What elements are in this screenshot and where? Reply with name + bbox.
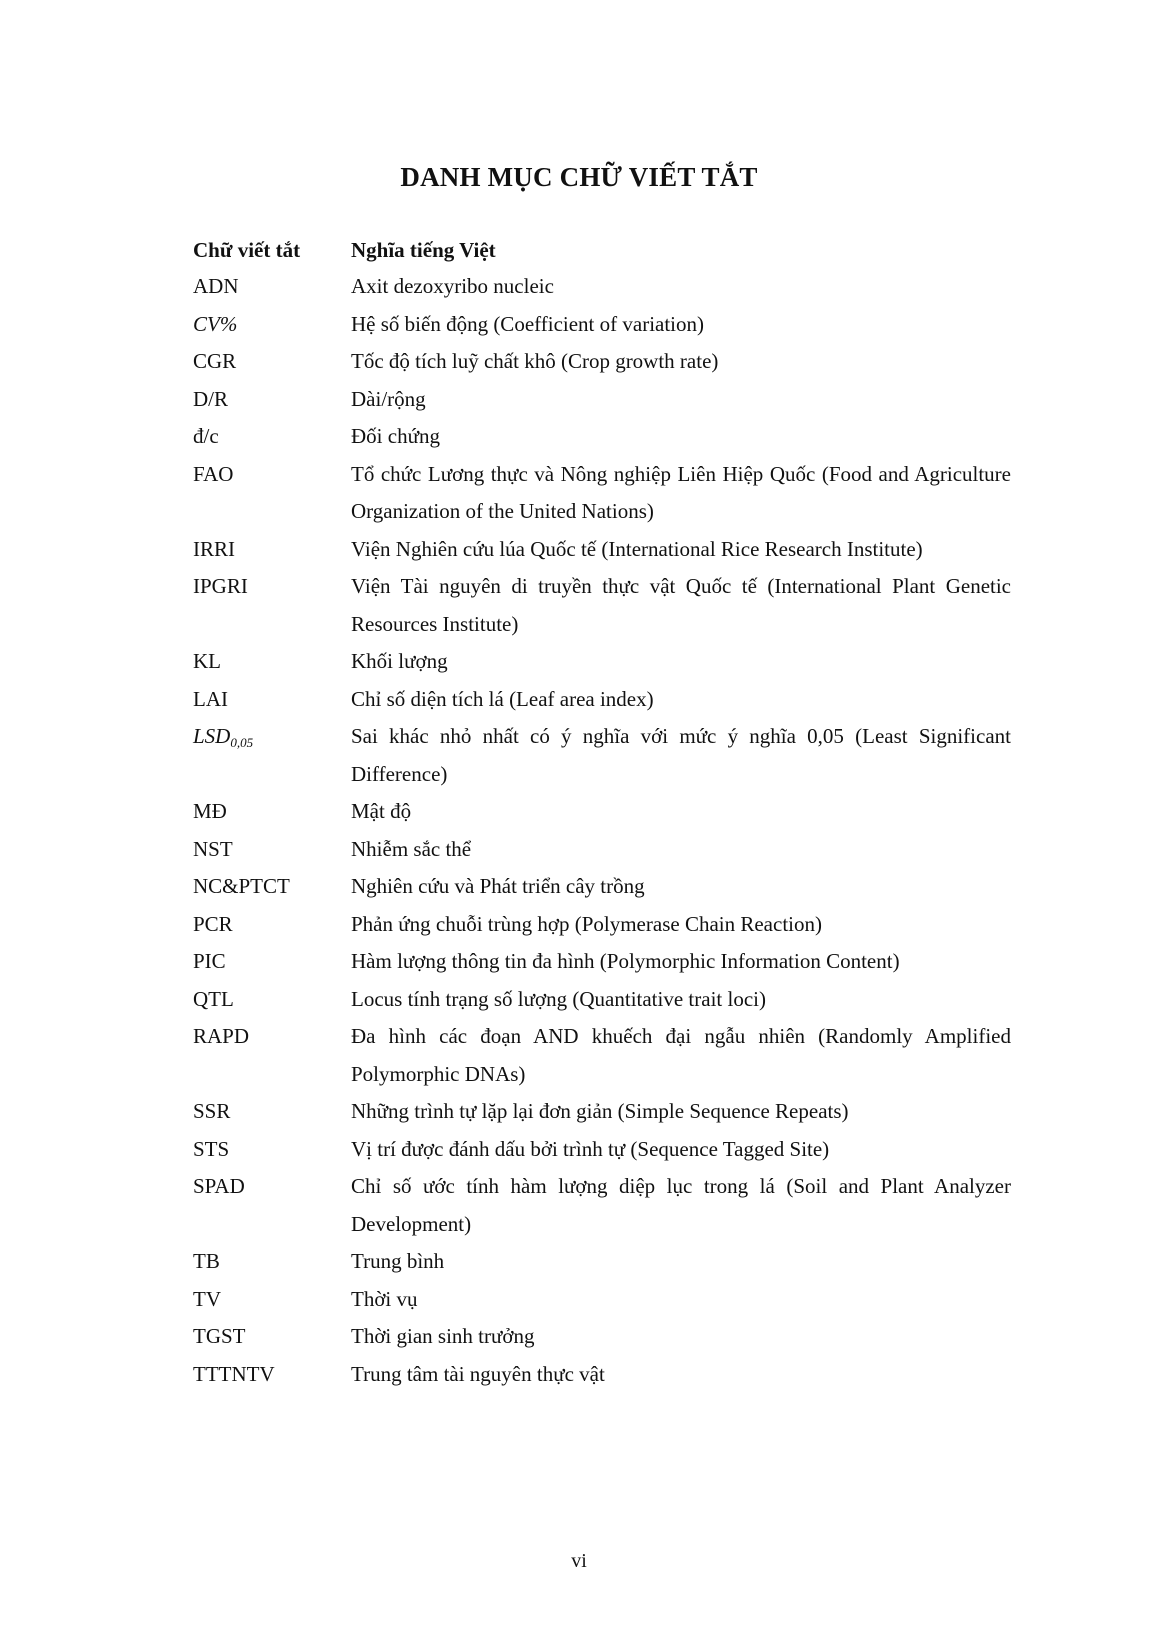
table-row [193, 681, 1011, 719]
table-row [193, 531, 1011, 569]
abbreviation-main: LSD [193, 724, 231, 748]
table-row [193, 1168, 1011, 1243]
abbreviation: NST [193, 836, 233, 861]
table-row [193, 906, 1011, 944]
abbreviation: LAI [193, 686, 228, 711]
abbreviation: IRRI [193, 536, 235, 561]
table-header-row [193, 232, 1011, 268]
page-title: DANH MỤC CHỮ VIẾT TẮT [400, 162, 758, 192]
meaning: Khối lượng [351, 649, 448, 673]
meaning: Locus tính trạng số lượng (Quantitative trait loci) [351, 986, 766, 1011]
abbreviation: ADN [193, 274, 239, 298]
table-row [193, 1093, 1011, 1131]
table-row [193, 1018, 1011, 1093]
meaning: Viện Nghiên cứu lúa Quốc tế (International Rice Research Institute) [351, 536, 923, 561]
meaning: Nhiễm sắc thể [351, 836, 472, 861]
meaning: Phản ứng chuỗi trùng hợp (Polymerase Chain Reaction) [351, 911, 822, 936]
table-row [193, 1131, 1011, 1169]
abbreviation: SPAD [193, 1174, 245, 1198]
meaning: Mật độ [351, 799, 412, 823]
abbreviation-subscript: 0,05 [230, 735, 254, 750]
abbreviation: TGST [193, 1324, 246, 1348]
table-row [193, 1243, 1011, 1281]
table-row [193, 268, 1011, 306]
meaning: Trung tâm tài nguyên thực vật [351, 1361, 605, 1386]
abbreviation: KL [193, 649, 221, 673]
abbreviation: TB [193, 1249, 220, 1273]
abbreviation: TV [193, 1286, 221, 1311]
meaning: Tốc độ tích luỹ chất khô (Crop growth rate) [351, 349, 719, 373]
meaning: Hàm lượng thông tin đa hình (Polymorphic Information Content) [351, 949, 900, 973]
column-header-abbreviation: Chữ viết tắt [193, 238, 301, 262]
meaning: Thời vụ [351, 1286, 418, 1311]
table-row [193, 343, 1011, 381]
table-row [193, 456, 1011, 531]
abbreviation: CGR [193, 349, 237, 373]
table-row [193, 568, 1011, 643]
meaning: Thời gian sinh trưởng [351, 1324, 535, 1348]
meaning: Đa hình các đoạn AND khuếch đại ngẫu nhiên (Randomly Amplified Polymorphic DNAs) [351, 1024, 1011, 1086]
abbreviation-table [193, 232, 1011, 1393]
table-row [193, 1356, 1011, 1394]
meaning: Viện Tài nguyên di truyền thực vật Quốc tế (International Plant Genetic Resources Institute) [351, 574, 1011, 636]
abbreviation: đ/c [193, 424, 219, 448]
table-row [193, 981, 1011, 1019]
abbreviation: RAPD [193, 1024, 250, 1048]
meaning: Trung bình [351, 1249, 445, 1273]
abbreviation: IPGRI [193, 574, 248, 598]
table-row [193, 718, 1011, 793]
meaning: Những trình tự lặp lại đơn giản (Simple Sequence Repeats) [351, 1099, 849, 1123]
abbreviation: FAO [193, 461, 234, 486]
meaning: Chỉ số ước tính hàm lượng diệp lục trong lá (Soil and Plant Analyzer Development) [351, 1174, 1011, 1236]
abbreviation: PCR [193, 911, 233, 936]
column-header-meaning: Nghĩa tiếng Việt [351, 238, 496, 262]
table-row [193, 643, 1011, 681]
meaning: Đối chứng [351, 424, 440, 448]
abbreviation: SSR [193, 1099, 231, 1123]
table-row [193, 418, 1011, 456]
meaning: Sai khác nhỏ nhất có ý nghĩa với mức ý nghĩa 0,05 (Least Significant Difference) [351, 724, 1011, 786]
table-row [193, 831, 1011, 869]
abbreviation: CV% [193, 311, 238, 336]
meaning: Dài/rộng [351, 386, 426, 411]
table-row [193, 1281, 1011, 1319]
meaning: Vị trí được đánh dấu bởi trình tự (Sequence Tagged Site) [351, 1136, 830, 1161]
abbreviation: QTL [193, 986, 234, 1011]
table-row [193, 868, 1011, 906]
abbreviation: STS [193, 1136, 230, 1161]
page-number: vi [571, 1550, 587, 1572]
table-row [193, 381, 1011, 419]
meaning: Axit dezoxyribo nucleic [351, 274, 554, 298]
table-row [193, 943, 1011, 981]
abbreviation: MĐ [193, 799, 227, 823]
meaning: Tổ chức Lương thực và Nông nghiệp Liên Hiệp Quốc (Food and Agriculture Organization of the United Nations) [351, 461, 1011, 523]
meaning: Nghiên cứu và Phát triển cây trồng [351, 874, 645, 898]
abbreviation: PIC [193, 949, 226, 973]
table-row [193, 1318, 1011, 1356]
abbreviation: TTTNTV [193, 1361, 275, 1386]
meaning: Chỉ số diện tích lá (Leaf area index) [351, 686, 654, 711]
abbreviation: D/R [193, 386, 229, 411]
meaning: Hệ số biến động (Coefficient of variation) [351, 311, 705, 336]
table-row [193, 793, 1011, 831]
abbreviation [193, 718, 351, 793]
abbreviation: NC&PTCT [193, 874, 290, 898]
table-row [193, 306, 1011, 344]
